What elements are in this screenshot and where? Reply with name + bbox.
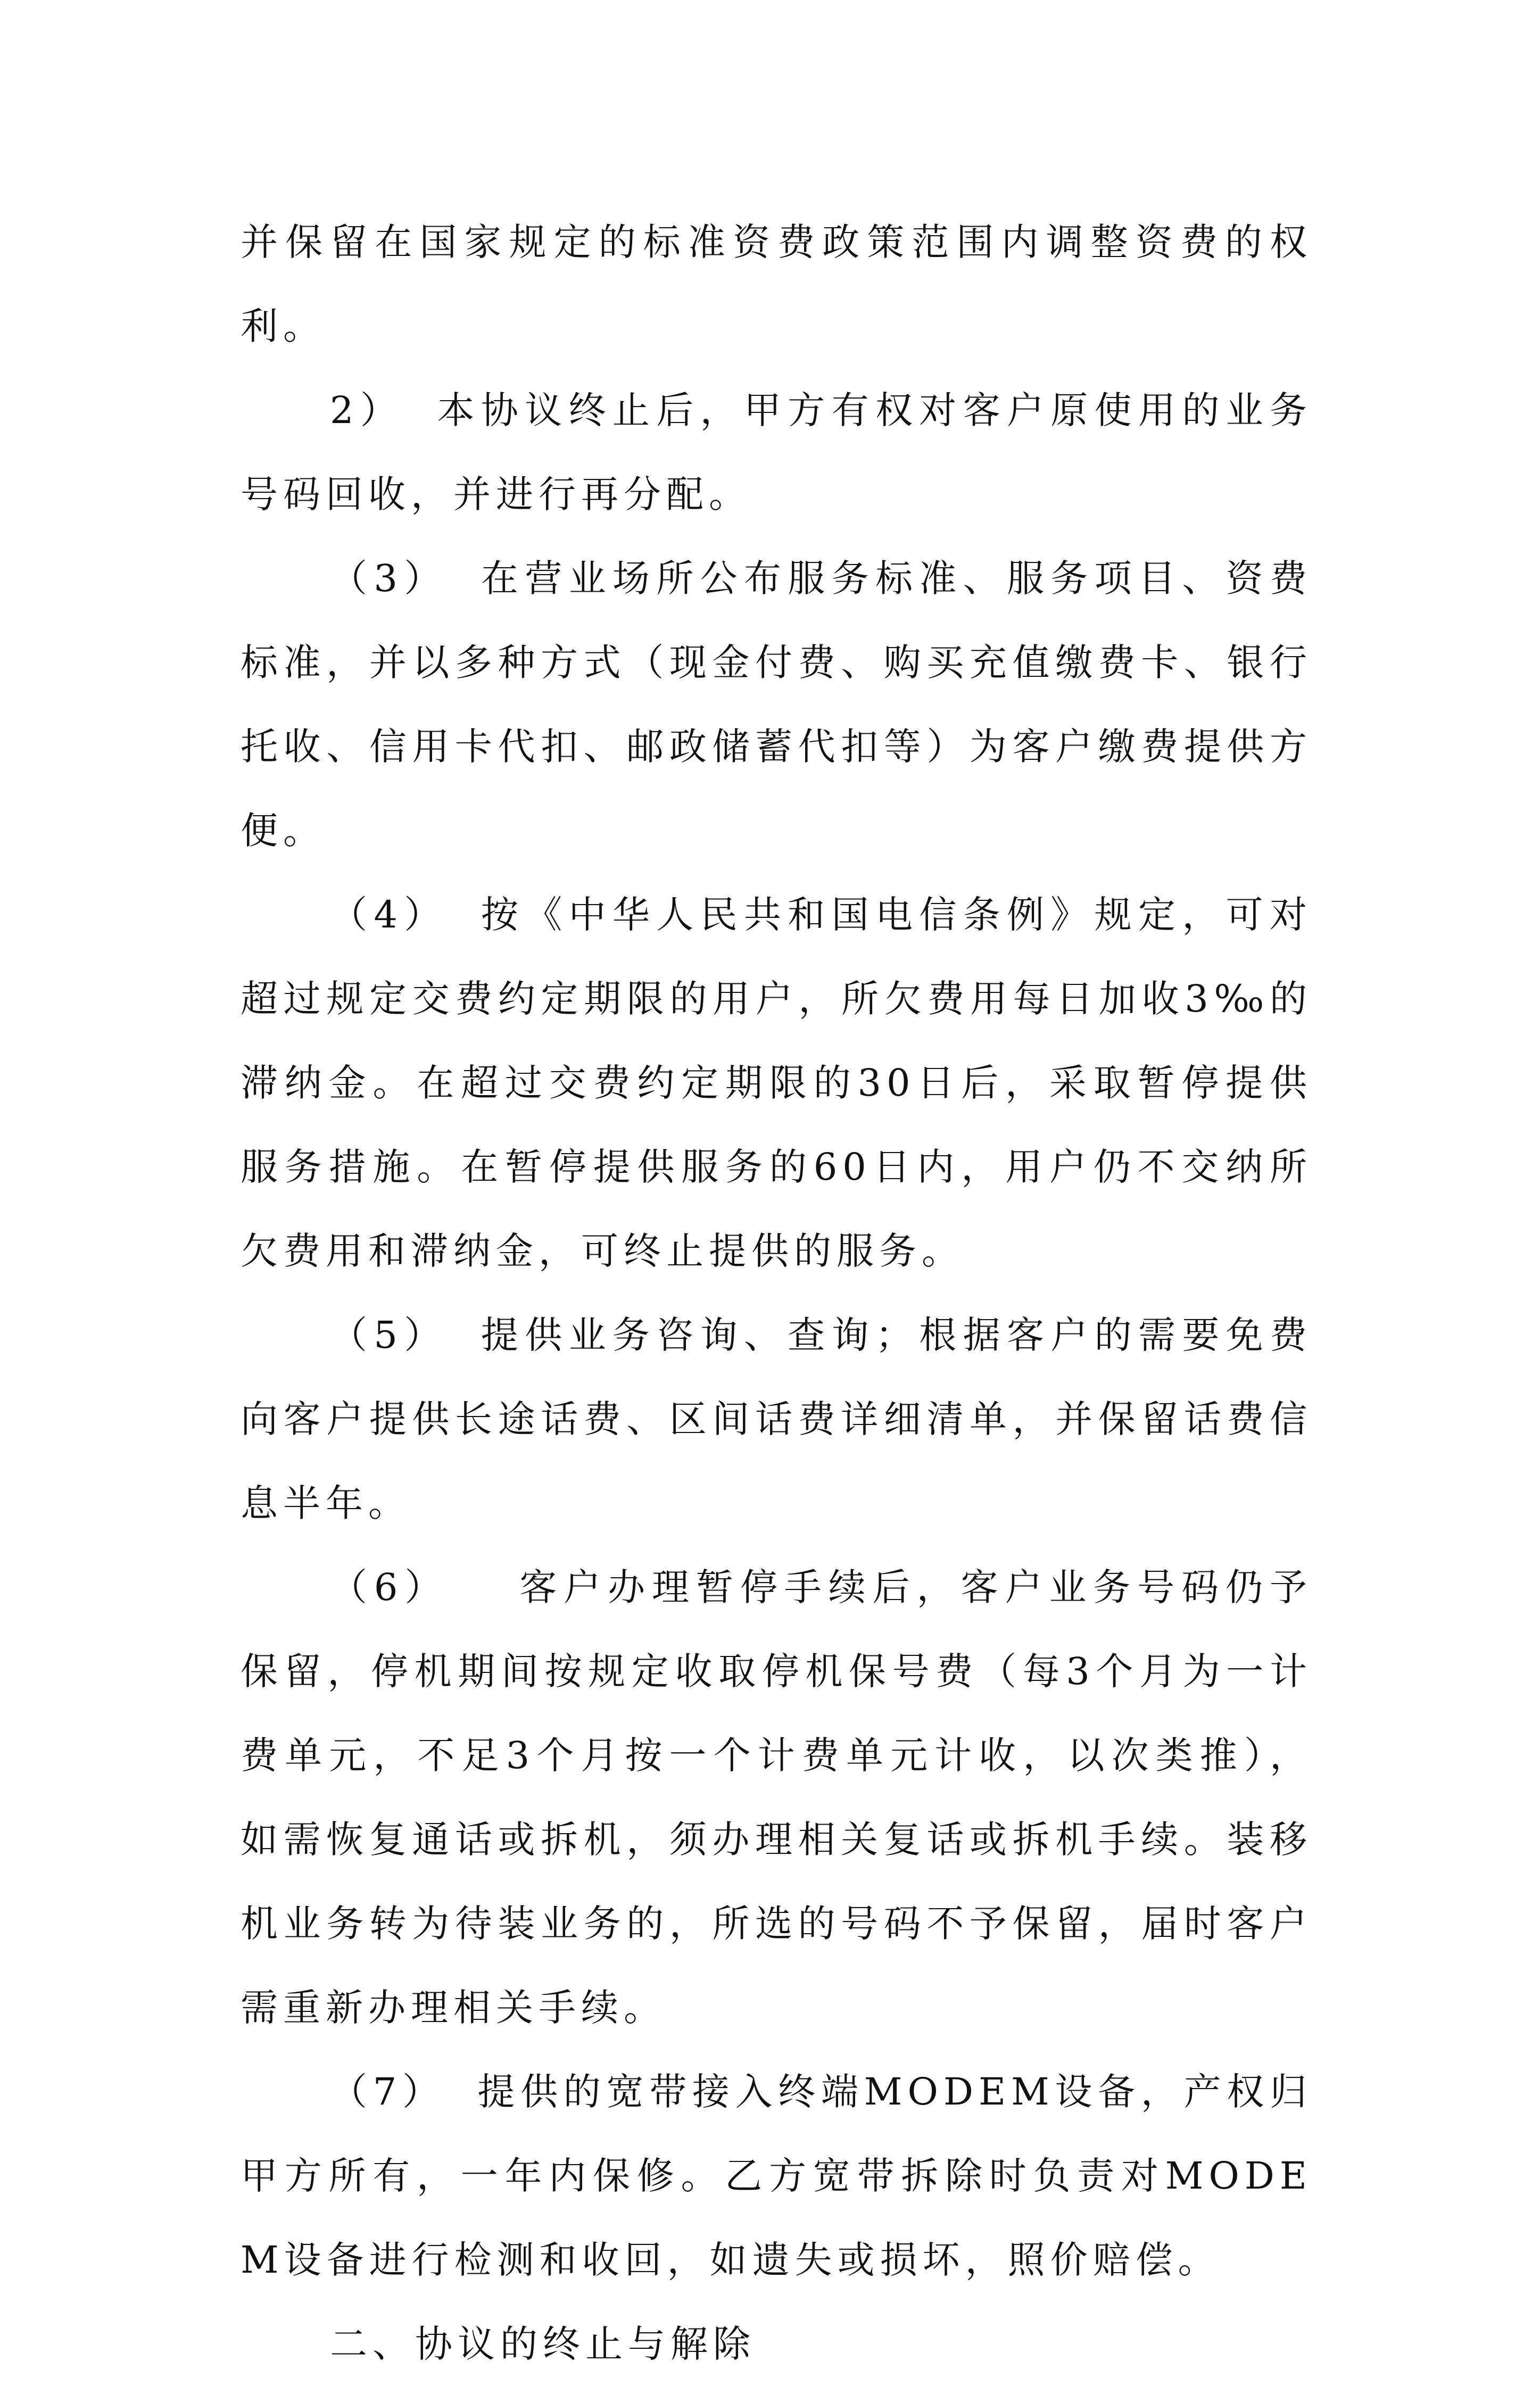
paragraph-text: 按《中华人民共和国电信条例》规定，可对超过规定交费约定期限的用户，所欠费用每日加收3‰的滞纳金。在超过交费约定期限的30日后，采取暂停提供服务措施。在暂停提供服务的60日内，用户仍不交纳所欠费用和滞纳金，可终止提供的服务。 (241, 893, 1312, 1273)
paragraph-text: 提供的宽带接入终端MODEM设备，产权归甲方所有，一年内保修。乙方宽带拆除时负责对MODEM设备进行检测和收回，如遗失或损坏，照价赔偿。 (241, 2070, 1312, 2282)
paragraph-text: 在营业场所公布服务标准、服务项目、资费标准，并以多种方式（现金付费、购买充值缴费卡、银行托收、信用卡代扣、邮政储蓄代扣等）为客户缴费提供方便。 (241, 557, 1312, 852)
paragraph-item-4 (241, 873, 1312, 1293)
paragraph-number: （3） (330, 557, 448, 600)
paragraph-text: 并保留在国家规定的标准资费政策范围内调整资费的权利。 (241, 220, 1312, 348)
section-heading (241, 2302, 1312, 2386)
paragraph-number: （5） (330, 1313, 448, 1357)
paragraph-number: 2） (330, 388, 404, 432)
paragraph-text: 本协议终止后，甲方有权对客户原使用的业务号码回收，并进行再分配。 (241, 388, 1312, 516)
paragraph-item-6 (241, 1545, 1312, 2050)
paragraph-item-5 (241, 1293, 1312, 1545)
section-heading-text: 二、协议的终止与解除 (330, 2322, 756, 2366)
paragraph-number: （7） (330, 2070, 445, 2114)
document-page (241, 200, 1312, 2386)
paragraph-item-3 (241, 536, 1312, 873)
paragraph-item-2 (241, 368, 1312, 536)
paragraph-text: 提供业务咨询、查询；根据客户的需要免费向客户提供长途话费、区间话费详细清单，并保留话费信息半年。 (241, 1313, 1312, 1525)
paragraph-continuation (241, 200, 1312, 368)
paragraph-text: 客户办理暂停手续后，客户业务号码仍予保留，停机期间按规定收取停机保号费（每3个月为一计费单元，不足3个月按一个计费单元计收，以次类推），如需恢复通话或拆机，须办理相关复话或拆机手续。装移机业务转为待装业务的，所选的号码不予保留，届时客户需重新办理相关手续。 (241, 1565, 1313, 2029)
paragraph-number: （6） (330, 1565, 449, 1609)
paragraph-number: （4） (330, 893, 448, 937)
paragraph-item-7 (241, 2050, 1312, 2302)
